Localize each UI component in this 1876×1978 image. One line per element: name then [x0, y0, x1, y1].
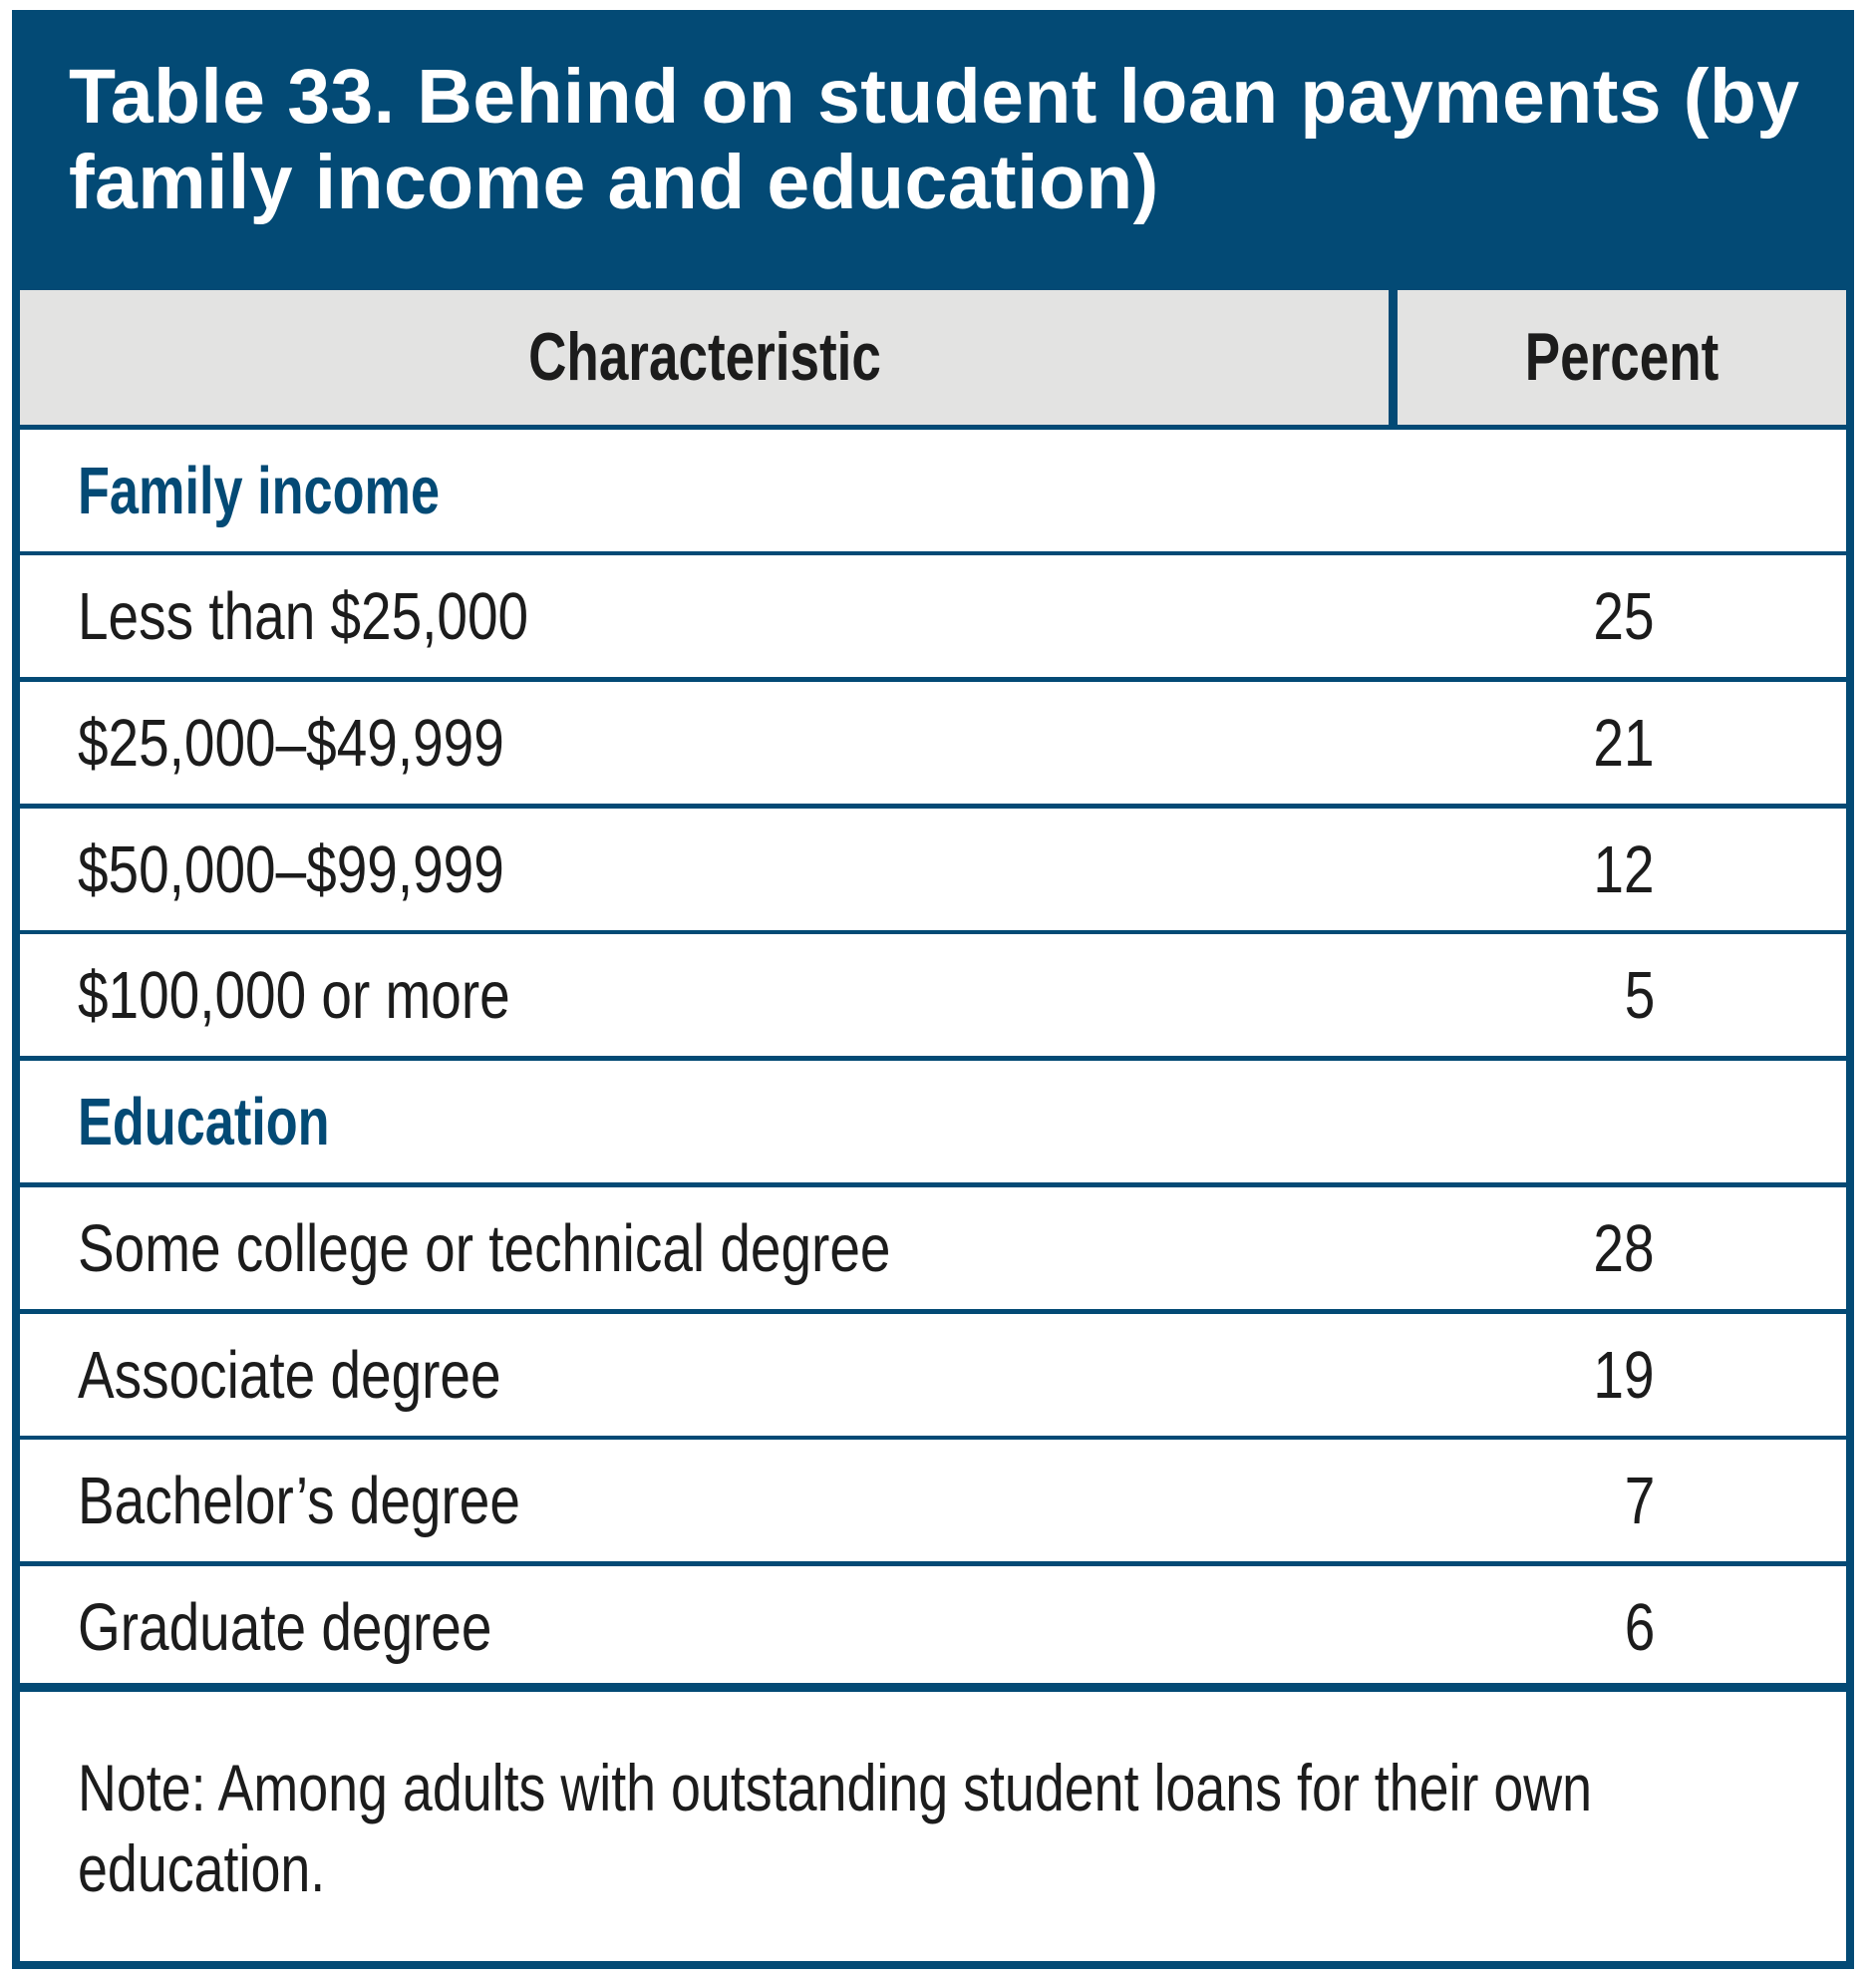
row-label: $100,000 or more [78, 958, 510, 1033]
row-value: 28 [1593, 1211, 1655, 1286]
column-header-characteristic [20, 290, 1389, 425]
row-value: 6 [1624, 1590, 1655, 1665]
section-heading: Education [78, 1085, 330, 1159]
row-value: 19 [1593, 1338, 1655, 1413]
table-row [20, 1314, 1846, 1436]
table-row [20, 555, 1846, 677]
row-value: 5 [1624, 958, 1655, 1033]
row-label: Less than $25,000 [78, 579, 529, 654]
table-row [20, 1440, 1846, 1561]
row-label: $25,000–$49,999 [78, 706, 504, 781]
table-note [20, 1692, 1846, 1961]
section-heading-row-education [20, 1061, 1846, 1182]
column-header-percent [1398, 290, 1846, 425]
table-row [20, 809, 1846, 930]
section-heading: Family income [78, 454, 441, 528]
row-label: Some college or technical degree [78, 1211, 891, 1286]
note-text: Note: Among adults with outstanding student loans for their own education. [78, 1751, 1592, 1905]
title-band [12, 10, 1854, 290]
row-value: 21 [1593, 706, 1655, 781]
table-row [20, 1566, 1846, 1683]
section-heading-row-family-income [20, 430, 1846, 551]
row-label: $50,000–$99,999 [78, 832, 504, 907]
row-value: 7 [1624, 1464, 1655, 1538]
column-header-label: Percent [1524, 319, 1720, 395]
table-row [20, 682, 1846, 804]
table-row [20, 1187, 1846, 1309]
column-header-label: Characteristic [527, 319, 881, 395]
row-label: Bachelor’s degree [78, 1464, 520, 1538]
table-frame [12, 10, 1854, 1969]
row-label: Associate degree [78, 1338, 501, 1413]
row-label: Graduate degree [78, 1590, 492, 1665]
table-title: Table 33. Behind on student loan payments (by family income and education) [69, 54, 1800, 225]
row-value: 12 [1593, 832, 1655, 907]
table-row [20, 934, 1846, 1056]
row-value: 25 [1593, 579, 1655, 654]
